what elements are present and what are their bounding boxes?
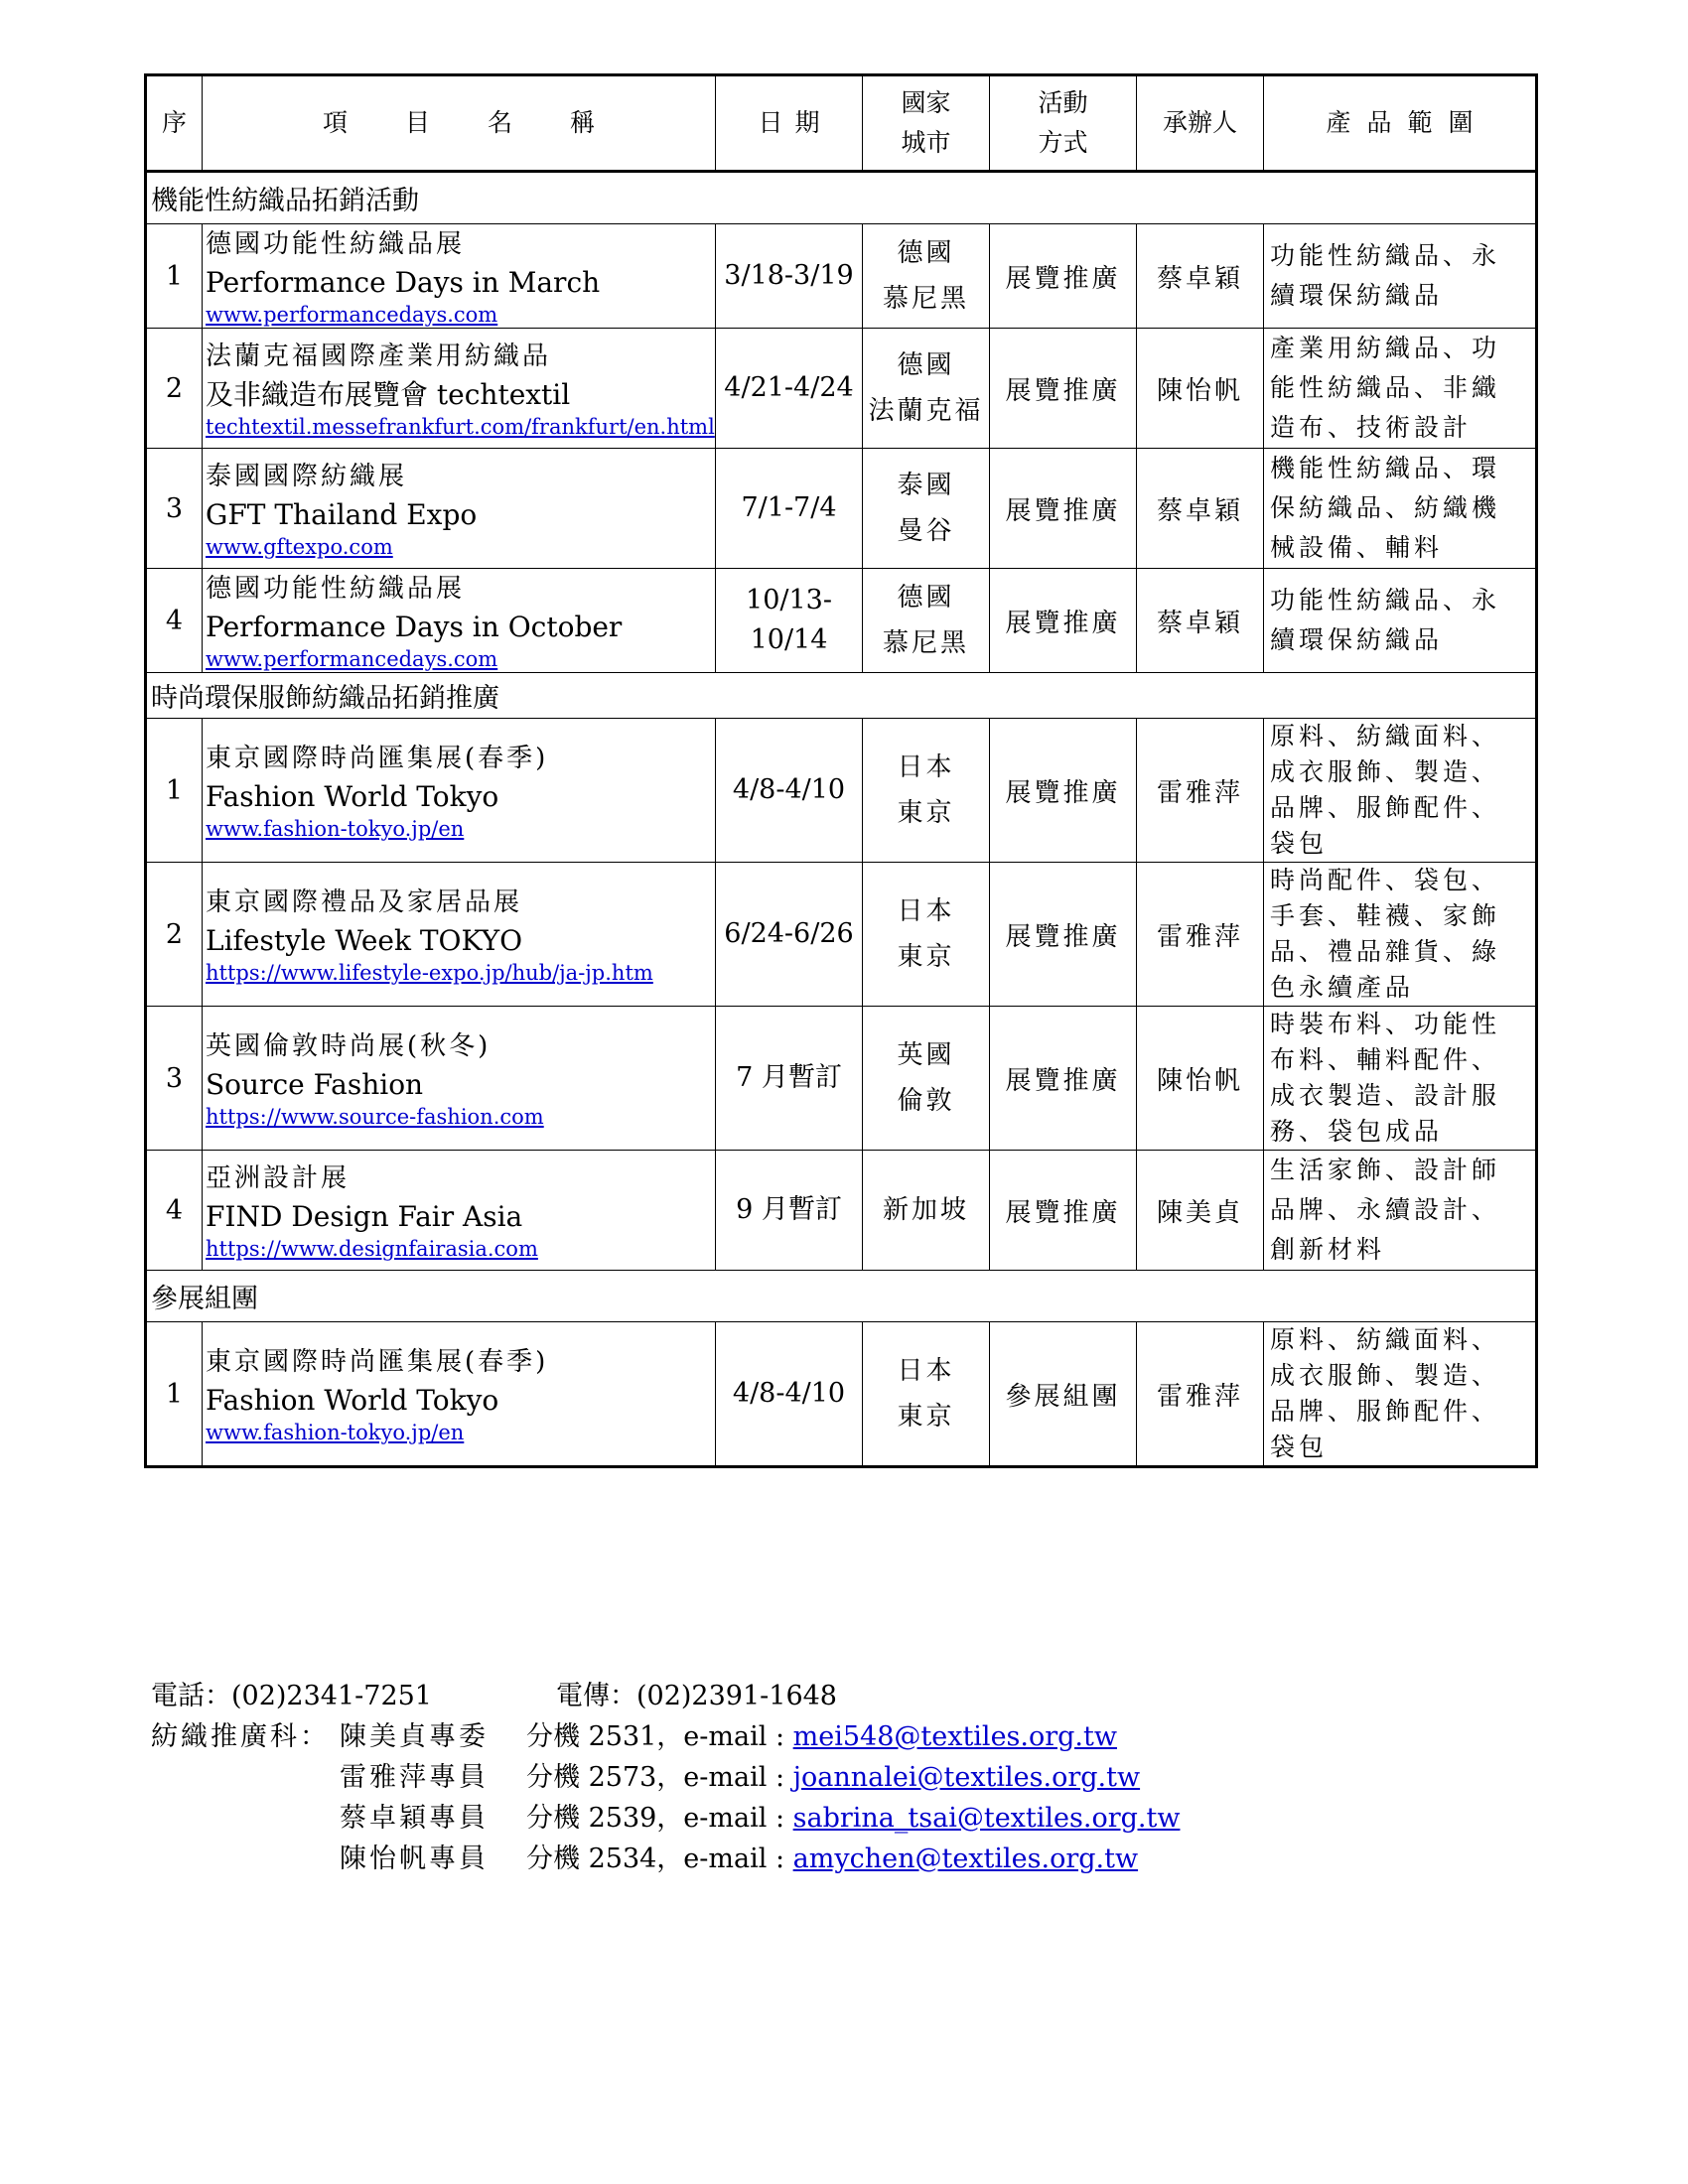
event-organizer: 蔡卓穎 [1137, 569, 1264, 673]
product-scope-line: 成衣服飾、製造、 [1270, 1361, 1501, 1390]
event-country: 德國 [897, 238, 955, 268]
event-website-link[interactable]: www.performancedays.com [206, 647, 498, 671]
product-scope-cell [1264, 863, 1537, 1007]
event-date: 3/18-3/19 [724, 260, 854, 291]
contact-extension [526, 1798, 1180, 1839]
header-scope: 產品範圍 [1264, 75, 1537, 172]
event-date-cell [716, 863, 863, 1007]
product-scope-line: 功能性紡織品、永 [1270, 241, 1501, 270]
product-scope-line: 布料、輔料配件、 [1270, 1045, 1501, 1074]
event-country: 日本 [897, 1356, 955, 1386]
email-link[interactable]: mei548@textiles.org.tw [792, 1721, 1117, 1752]
event-name-zh: 英國倫敦時尚展(秋冬) [206, 1031, 492, 1061]
product-scope-line: 時尚配件、袋包、 [1270, 866, 1501, 894]
row-seq: 3 [146, 1007, 203, 1151]
event-organizer: 雷雅萍 [1137, 719, 1264, 863]
event-mode: 展覽推廣 [990, 1007, 1137, 1151]
product-scope-cell [1264, 569, 1537, 673]
product-scope-cell [1264, 1151, 1537, 1271]
event-name-zh: 東京國際禮品及家居品展 [206, 887, 523, 917]
event-name-zh: 德國功能性紡織品展 [206, 229, 466, 259]
table-row [146, 1007, 1537, 1151]
event-name-zh: 德國功能性紡織品展 [206, 574, 466, 604]
event-mode: 展覽推廣 [990, 863, 1137, 1007]
phone-number: 電話：(02)2341-7251 [151, 1681, 432, 1711]
event-date: 7/1-7/4 [741, 492, 837, 523]
event-name-cell [203, 1007, 716, 1151]
row-seq: 3 [146, 449, 203, 569]
event-name-zh: 亞洲設計展 [206, 1163, 351, 1193]
row-seq: 4 [146, 569, 203, 673]
event-website-link[interactable]: https://www.source-fashion.com [206, 1105, 544, 1129]
row-seq: 1 [146, 719, 203, 863]
event-mode: 展覽推廣 [990, 1151, 1137, 1271]
product-scope-line: 續環保紡織品 [1270, 281, 1444, 310]
product-scope-line: 創新材料 [1270, 1235, 1386, 1264]
department-label: 紡織推廣科： [151, 1721, 330, 1752]
event-city: 東京 [897, 1402, 955, 1432]
product-scope-line: 成衣製造、設計服 [1270, 1081, 1501, 1110]
event-mode: 展覽推廣 [990, 449, 1137, 569]
product-scope-line: 產業用紡織品、功 [1270, 334, 1501, 362]
event-organizer: 陳怡帆 [1137, 1007, 1264, 1151]
event-location-cell [863, 224, 990, 329]
event-name-cell [203, 224, 716, 329]
event-name-en: Fashion World Tokyo [206, 780, 499, 813]
event-name-zh: 法蘭克福國際產業用紡織品 [206, 341, 552, 371]
event-mode: 參展組團 [990, 1322, 1137, 1467]
event-website-link[interactable]: www.fashion-tokyo.jp/en [206, 1421, 465, 1444]
section-title: 機能性紡織品拓銷活動 [146, 172, 1537, 224]
header-row [146, 75, 1537, 172]
event-website-link[interactable]: www.gftexpo.com [206, 535, 393, 559]
extension-text: 分機 2573，e-mail : [526, 1762, 793, 1793]
product-scope-cell [1264, 224, 1537, 329]
event-name-cell [203, 329, 716, 449]
contact-person-name: 陳美貞專委 [340, 1721, 489, 1752]
exhibition-schedule-table [144, 73, 1538, 1468]
event-organizer: 蔡卓穎 [1137, 224, 1264, 329]
product-scope-line: 械設備、輔料 [1270, 533, 1444, 562]
event-website-link[interactable]: techtextil.messefrankfurt.com/frankfurt/en.html [206, 415, 715, 439]
product-scope-line: 機能性紡織品、環 [1270, 454, 1501, 482]
table-row [146, 863, 1537, 1007]
event-date-cell [716, 449, 863, 569]
product-scope-line: 色永續產品 [1270, 973, 1415, 1002]
header-mode-line1: 活動 [1038, 88, 1088, 117]
event-name-cell [203, 719, 716, 863]
event-name-en: GFT Thailand Expo [206, 498, 478, 531]
table-row [146, 224, 1537, 329]
section-row [146, 673, 1537, 719]
table-row [146, 1151, 1537, 1271]
event-city: 法蘭克福 [868, 396, 984, 426]
row-seq: 1 [146, 1322, 203, 1467]
header-country-line2: 城市 [901, 128, 951, 157]
event-name-cell [203, 449, 716, 569]
product-scope-line: 續環保紡織品 [1270, 625, 1444, 654]
product-scope-line: 能性紡織品、非織 [1270, 373, 1501, 402]
row-seq: 4 [146, 1151, 203, 1271]
section-title: 時尚環保服飾紡織品拓銷推廣 [146, 673, 1537, 719]
event-name-zh: 東京國際時尚匯集展(春季) [206, 1347, 549, 1377]
event-date-end: 10/14 [750, 624, 828, 655]
event-name-cell [203, 1151, 716, 1271]
event-city: 東京 [897, 798, 955, 828]
event-date: 10/13- [746, 585, 832, 615]
event-date-cell [716, 1007, 863, 1151]
product-scope-cell [1264, 1322, 1537, 1467]
table-row [146, 719, 1537, 863]
table-row [146, 569, 1537, 673]
event-name-en: 及非織造布展覽會 techtextil [206, 378, 571, 411]
email-link[interactable]: sabrina_tsai@textiles.org.tw [792, 1803, 1181, 1834]
contact-person-name: 陳怡帆專員 [340, 1843, 489, 1874]
email-link[interactable]: joannalei@textiles.org.tw [792, 1762, 1141, 1793]
contact-extension [526, 1716, 1117, 1757]
extension-text: 分機 2534，e-mail : [526, 1843, 793, 1874]
extension-text: 分機 2539，e-mail : [526, 1803, 793, 1834]
product-scope-line: 務、袋包成品 [1270, 1117, 1444, 1146]
event-city: 倫敦 [897, 1086, 955, 1116]
event-date-cell [716, 1322, 863, 1467]
event-website-link[interactable]: www.fashion-tokyo.jp/en [206, 817, 465, 841]
product-scope-line: 品牌、服飾配件、 [1270, 793, 1501, 822]
row-seq: 1 [146, 224, 203, 329]
event-organizer: 雷雅萍 [1137, 863, 1264, 1007]
event-date: 4/8-4/10 [732, 1378, 846, 1409]
header-mode-line2: 方式 [1038, 128, 1088, 157]
event-country: 英國 [897, 1040, 955, 1070]
event-location-cell [863, 863, 990, 1007]
event-organizer: 雷雅萍 [1137, 1322, 1264, 1467]
event-date-cell [716, 224, 863, 329]
event-date-cell [716, 1151, 863, 1271]
product-scope-line: 品、禮品雜貨、綠 [1270, 937, 1501, 966]
product-scope-cell [1264, 449, 1537, 569]
event-date-cell [716, 329, 863, 449]
event-date: 4/8-4/10 [732, 774, 846, 805]
product-scope-line: 原料、紡織面料、 [1270, 722, 1501, 751]
contact-extension [526, 1757, 1140, 1798]
event-date: 4/21-4/24 [724, 372, 854, 403]
product-scope-line: 功能性紡織品、永 [1270, 586, 1501, 614]
product-scope-cell [1264, 329, 1537, 449]
event-location-cell [863, 1322, 990, 1467]
event-mode: 展覽推廣 [990, 329, 1137, 449]
product-scope-line: 手套、鞋襪、家飾 [1270, 901, 1501, 930]
header-mode [990, 75, 1137, 172]
event-location-cell [863, 1007, 990, 1151]
event-website-link[interactable]: https://www.lifestyle-expo.jp/hub/ja-jp.htm [206, 961, 653, 985]
event-country: 德國 [897, 583, 955, 613]
event-city: 慕尼黑 [882, 284, 969, 314]
product-scope-cell [1264, 1007, 1537, 1151]
event-name-en: FIND Design Fair Asia [206, 1200, 523, 1233]
event-mode: 展覽推廣 [990, 569, 1137, 673]
event-date-cell [716, 719, 863, 863]
event-city: 曼谷 [897, 516, 955, 546]
section-row [146, 1271, 1537, 1322]
event-name-en: Source Fashion [206, 1068, 424, 1101]
header-date: 日期 [716, 75, 863, 172]
event-organizer: 陳怡帆 [1137, 329, 1264, 449]
contact-extension [526, 1839, 1138, 1879]
product-scope-line: 袋包 [1270, 829, 1329, 858]
event-name-zh: 東京國際時尚匯集展(春季) [206, 744, 549, 773]
product-scope-line: 保紡織品、紡織機 [1270, 493, 1501, 522]
contact-person-name: 蔡卓穎專員 [340, 1803, 489, 1834]
section-row [146, 172, 1537, 224]
row-seq: 2 [146, 329, 203, 449]
event-location-cell [863, 449, 990, 569]
contact-person-name: 雷雅萍專員 [340, 1762, 489, 1793]
event-location-cell [863, 329, 990, 449]
header-seq: 序 [146, 75, 203, 172]
event-name-en: Performance Days in October [206, 611, 623, 643]
event-country: 日本 [897, 752, 955, 782]
event-location-cell [863, 719, 990, 863]
table-row [146, 1322, 1537, 1467]
fax-number: 電傳：(02)2391-1648 [556, 1681, 837, 1711]
event-website-link[interactable]: www.performancedays.com [206, 303, 498, 327]
table-row [146, 329, 1537, 449]
product-scope-line: 原料、紡織面料、 [1270, 1325, 1501, 1354]
event-city: 慕尼黑 [882, 628, 969, 658]
event-date-cell [716, 569, 863, 673]
event-country: 泰國 [897, 471, 955, 500]
event-organizer: 陳美貞 [1137, 1151, 1264, 1271]
event-mode: 展覽推廣 [990, 719, 1137, 863]
event-website-link[interactable]: https://www.designfairasia.com [206, 1237, 538, 1261]
header-country [863, 75, 990, 172]
product-scope-line: 品牌、永續設計、 [1270, 1195, 1501, 1224]
product-scope-line: 時裝布料、功能性 [1270, 1010, 1501, 1038]
event-city: 東京 [897, 942, 955, 972]
product-scope-line: 袋包 [1270, 1433, 1329, 1461]
header-country-line1: 國家 [901, 88, 951, 117]
email-link[interactable]: amychen@textiles.org.tw [792, 1843, 1139, 1874]
product-scope-line: 造布、技術設計 [1270, 413, 1473, 442]
product-scope-line: 成衣服飾、製造、 [1270, 757, 1501, 786]
section-title: 參展組團 [146, 1271, 1537, 1322]
event-name-cell [203, 569, 716, 673]
event-date: 9 月暫訂 [736, 1194, 842, 1225]
event-mode: 展覽推廣 [990, 224, 1137, 329]
product-scope-line: 品牌、服飾配件、 [1270, 1397, 1501, 1426]
product-scope-line: 生活家飾、設計師 [1270, 1156, 1501, 1184]
table-row [146, 449, 1537, 569]
header-organizer: 承辦人 [1137, 75, 1264, 172]
event-name-en: Fashion World Tokyo [206, 1384, 499, 1417]
extension-text: 分機 2531，e-mail : [526, 1721, 793, 1752]
event-name-en: Performance Days in March [206, 266, 601, 299]
event-name-cell [203, 863, 716, 1007]
event-organizer: 蔡卓穎 [1137, 449, 1264, 569]
event-location-cell [863, 1151, 990, 1271]
event-country: 日本 [897, 896, 955, 926]
event-location-cell [863, 569, 990, 673]
event-name-zh: 泰國國際紡織展 [206, 462, 408, 491]
row-seq: 2 [146, 863, 203, 1007]
event-name-en: Lifestyle Week TOKYO [206, 924, 523, 957]
event-country: 德國 [897, 350, 955, 380]
product-scope-cell [1264, 719, 1537, 863]
event-date: 7 月暫訂 [736, 1062, 842, 1093]
event-date: 6/24-6/26 [724, 918, 854, 949]
event-name-cell [203, 1322, 716, 1467]
header-name: 項目名稱 [203, 75, 716, 172]
event-country: 新加坡 [882, 1195, 969, 1225]
